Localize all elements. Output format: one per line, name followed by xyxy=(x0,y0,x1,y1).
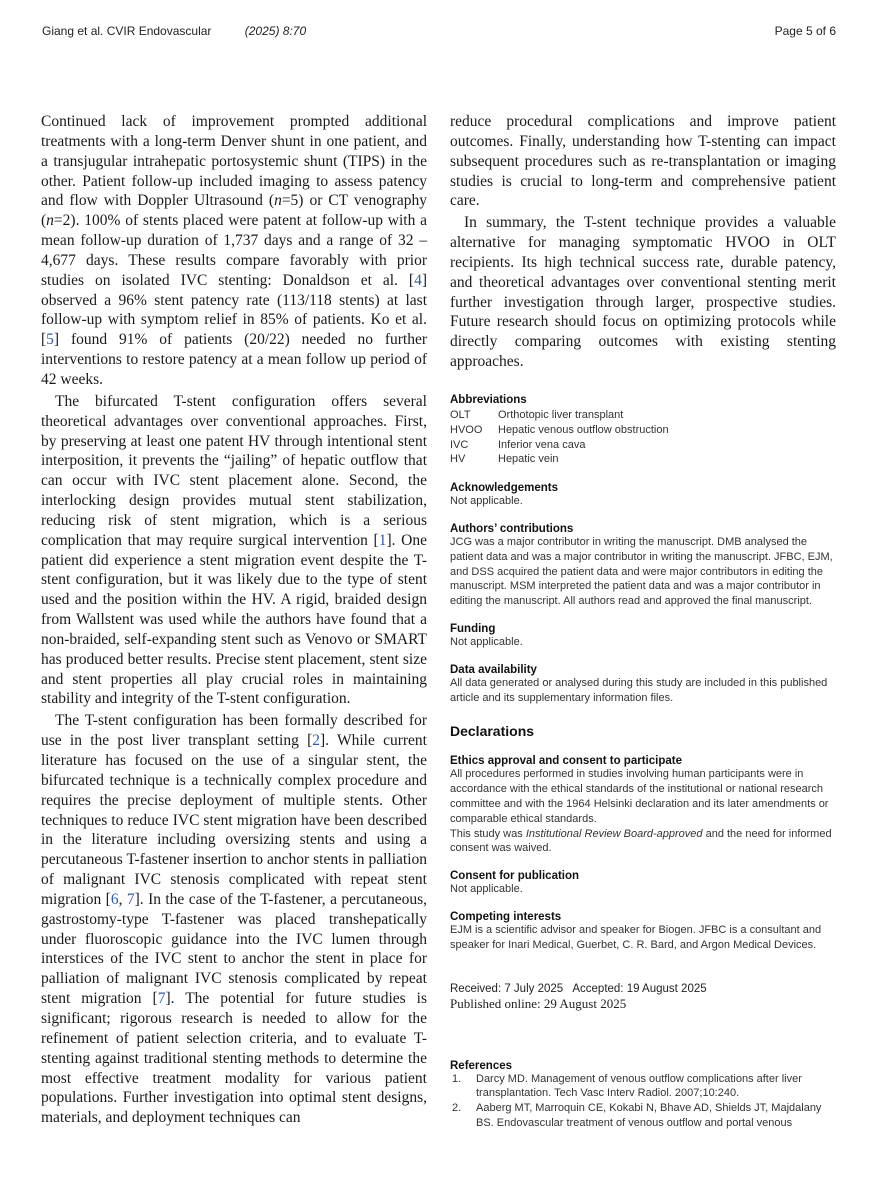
section-body: This study was Institutional Review Board-approved and the need for informed consent was waived. xyxy=(450,827,832,855)
reference-number: 2. xyxy=(452,1102,462,1115)
journal-citation: Giang et al. CVIR Endovascular xyxy=(42,24,212,38)
section-body: All data generated or analysed during this study are included in this published article and its supplementary information files. xyxy=(450,676,828,704)
abbreviation-row xyxy=(450,423,836,438)
right-body xyxy=(450,112,836,372)
ethics-section xyxy=(450,755,836,856)
abbreviation-value: Orthotopic liver transplant xyxy=(498,408,624,421)
right-column xyxy=(450,112,836,1131)
reference-text: Aaberg MT, Marroquin CE, Kokabi N, Bhave AD, Shields JT, Majdalany BS. Endovascular treatment of venous outflow and portal venous xyxy=(476,1102,822,1129)
volume-info: (2025) 8:70 xyxy=(244,24,307,38)
body-paragraph: Continued lack of improvement prompted additional treatments with a long-term Denver shunt in one patient, and a transjugular intrahepatic portosystemic shunt (TIPS) in the other. Patient follow-up included imaging to assess patency and flow with Doppler Ultrasound (n=5) or CT venography (n=2). 100% of stents placed were patent at follow-up with a mean follow-up duration of 1,737 days and a range of 32 – 4,677 days. These results compare favorably with prior studies on isolated IVC stenting: Donaldson et al. [4] observed a 96% stent patency rate (113/118 stents) at last follow-up with symptom relief in 85% of patients. Ko et al. [5] found 91% of patients (20/22) needed no further interventions to restore patency at a mean follow up period of 42 weeks. xyxy=(41,113,427,388)
reference-item xyxy=(450,1101,836,1131)
abbreviation-row xyxy=(450,438,836,453)
abbreviation-key: HV xyxy=(450,453,466,466)
citation-link[interactable]: 6 xyxy=(110,890,119,908)
left-column xyxy=(41,112,427,1128)
reference-text: Darcy MD. Management of venous outflow complications after liver transplantation. Tech Vasc Interv Radiol. 2007;10:240. xyxy=(476,1072,802,1100)
running-header xyxy=(42,24,836,42)
citation-link[interactable]: 5 xyxy=(46,331,54,349)
references-section xyxy=(450,1060,836,1131)
abbreviations-section xyxy=(450,394,836,467)
section-heading: Ethics approval and consent to participate xyxy=(450,755,682,768)
section-heading: Data availability xyxy=(450,663,537,676)
body-paragraph: reduce procedural complications and improve patient outcomes. Finally, understanding how T-stenting can impact subsequent procedures such as re-transplantation or imaging studies is crucial to long-term and comprehensive patient care. xyxy=(450,113,836,210)
abbreviation-value: Hepatic vein xyxy=(498,453,559,466)
section-heading: Funding xyxy=(450,622,496,635)
section-heading: Abbreviations xyxy=(450,393,527,406)
publication-dates xyxy=(450,983,836,1012)
body-paragraph: The bifurcated T-stent configuration offers several theoretical advantages over conventional approaches. First, by preserving at least one patent HV through intentional stent interposition, it prevents the “jailing” of hepatic outflow that can occur with IVC stent placement alone. Second, the interlocking design provides mutual stent stabilization, reducing risk of stent migration, which is a serious complication that may require surgical intervention [1]. One patient did experience a stent migration event despite the T-stent configuration, but it was likely due to the type of stent used and the position within the HV. A rigid, braided design from Wallstent was used while the authors have found that a non-braided, self-expanding stent such as Venovo or SMART has produced better results. Precise stent placement, stent size and stent properties all play crucial roles in maintaining stability and integrity of the T-stent configuration. xyxy=(41,392,427,708)
section-heading: References xyxy=(450,1059,513,1072)
abbreviation-value: Hepatic venous outflow obstruction xyxy=(498,423,669,436)
accepted-date: Accepted: 19 August 2025 xyxy=(572,982,707,995)
section-heading: Consent for publication xyxy=(450,870,580,883)
body-paragraph: The T-stent configuration has been formally described for use in the post liver transplant setting [2]. While current literature has focused on the use of a singular stent, the bifurcated technique is a technically complex procedure and requires the precise deployment of multiple stents. Other techniques to reduce IVC stent migration have been described in the literature including oversizing stents and using a percutaneous T-fastener insertion to anchor stents in palliation of malignant IVC stenosis complicated with repeat stent migration [6, 7]. In the case of the T-fastener, a percutaneous, gastrostomy-type T-fastener was placed transhepatically under fluoroscopic guidance into the IVC lumen through interstices of the IVC stent to anchor the stent in place for palliation of malignant IVC stenosis complicated by repeat stent migration [7]. The potential for future studies is significant; rigorous research is needed to allow for the refinement of patient selection criteria, and to evaluate T-stenting against traditional stenting methods to determine the most effective treatment modality for various patient populations. Further investigation into optimal stent designs, materials, and deployment techniques can xyxy=(41,712,427,1127)
abbreviation-row xyxy=(450,408,836,423)
consent-section xyxy=(450,870,836,897)
section-body: All procedures performed in studies involving human participants were in accordance with the ethical standards of the institutional or national research committee and with the 1964 Helsinki declaration and its later amendments or comparable ethical standards. xyxy=(450,768,829,825)
section-heading: Competing interests xyxy=(450,910,562,923)
abbreviation-row xyxy=(450,452,836,467)
section-heading: Authors’ contributions xyxy=(450,522,574,535)
section-body: Not applicable. xyxy=(450,495,523,508)
published-date: Published online: 29 August 2025 xyxy=(450,995,627,1011)
citation-link[interactable]: 1 xyxy=(378,531,387,549)
declarations-heading: Declarations xyxy=(450,723,535,740)
abbreviation-value: Inferior vena cava xyxy=(498,438,586,451)
section-body: Not applicable. xyxy=(450,635,523,648)
abbreviation-key: HVOO xyxy=(450,423,483,436)
received-date: Received: 7 July 2025 xyxy=(450,982,564,995)
section-body: JCG was a major contributor in writing the manuscript. DMB analysed the patient data and was a major contributor in writing the manuscript. JFBC, EJM, and DSS acquired the patient data and were major contributors in editing the manuscript. MSM interpreted the patient data and was a major contributor in editing the manuscript. All authors read and approved the final manuscript. xyxy=(450,535,833,608)
citation-link[interactable]: 2 xyxy=(312,732,320,750)
abbreviation-key: IVC xyxy=(450,438,469,451)
section-heading: Acknowledgements xyxy=(450,482,558,495)
section-body: EJM is a scientific advisor and speaker for Biogen. JFBC is a consultant and speaker for Inari Medical, Guerbet, C. R. Bard, and Argon Medical Devices. xyxy=(450,923,822,951)
contributions-section xyxy=(450,523,836,609)
acknowledgements-section xyxy=(450,482,836,509)
funding-section xyxy=(450,623,836,650)
data-availability-section xyxy=(450,664,836,706)
abbreviations-table xyxy=(450,408,836,467)
reference-number: 1. xyxy=(452,1072,462,1085)
reference-item xyxy=(450,1072,836,1102)
citation-link[interactable]: 4 xyxy=(414,271,422,289)
citation-link[interactable]: 7 xyxy=(157,990,166,1008)
page-number: Page 5 of 6 xyxy=(774,24,836,38)
section-body: Not applicable. xyxy=(450,883,523,896)
body-paragraph: In summary, the T-stent technique provides a valuable alternative for managing symptomatic HVOO in OLT recipients. Its high technical success rate, durable patency, and theoretical advantages over conventional stenting merit further investigation through larger, prospective studies. Future research should focus on optimizing protocols while directly comparing outcomes with existing stenting approaches. xyxy=(450,214,836,371)
declarations-section xyxy=(450,723,836,739)
references-list xyxy=(450,1072,836,1131)
competing-section xyxy=(450,911,836,953)
citation-link[interactable]: 7 xyxy=(126,890,135,908)
abbreviation-key: OLT xyxy=(450,408,471,421)
